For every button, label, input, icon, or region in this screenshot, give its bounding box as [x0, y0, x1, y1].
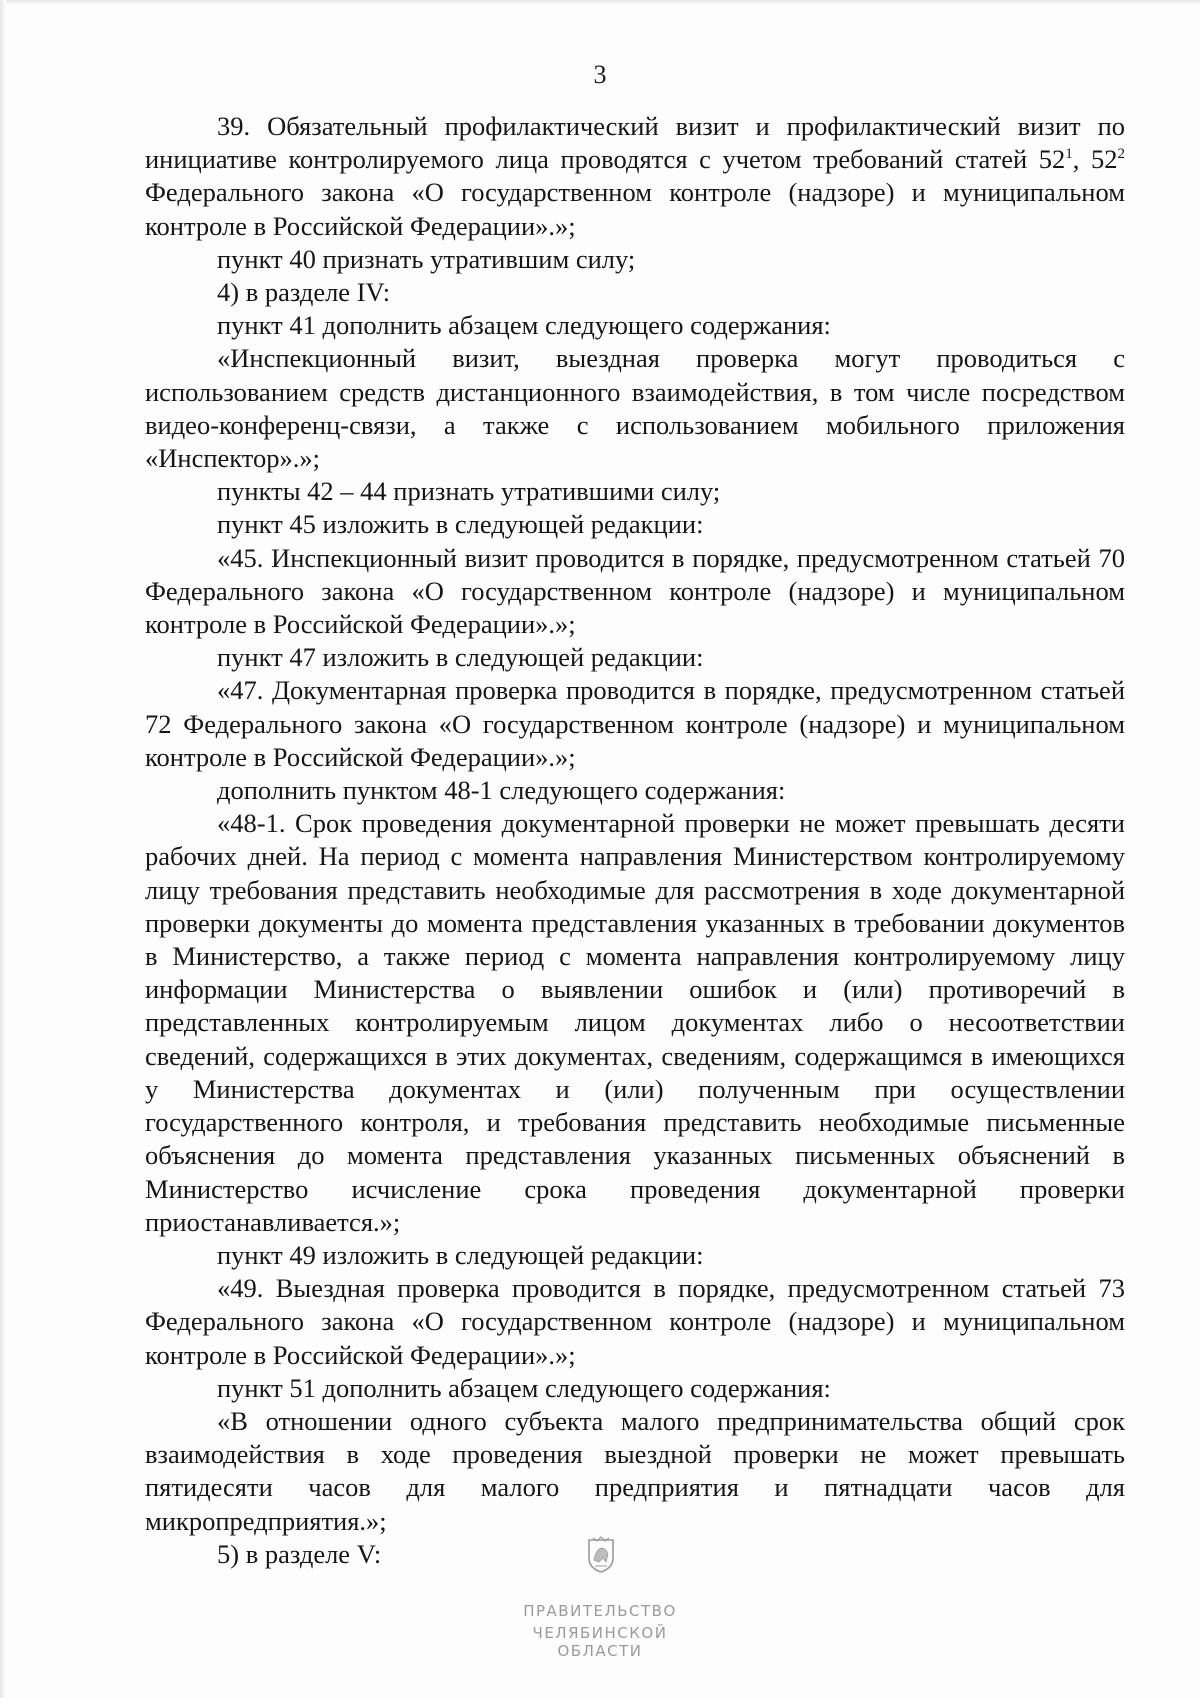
paragraph-item-49: пункт 49 изложить в следующей редакции: — [217, 1239, 704, 1270]
stamp-line-government: ПРАВИТЕЛЬСТВО — [523, 1602, 677, 1620]
section-heading-4: 4) в разделе IV: — [217, 277, 391, 308]
paragraph-item-49-text: «49. Выездная проверка проводится в порядке, предусмотренном статьей 73 Федерального закона «О государственном контроле (надзоре) и муниципальном контроле в Российской Федерации».»; — [145, 1273, 1125, 1370]
paragraph-item-48-1: дополнить пунктом 48-1 следующего содержания: — [217, 775, 786, 806]
paragraph-item-51: пункт 51 дополнить абзацем следующего содержания: — [217, 1372, 831, 1403]
paragraph-item-45: пункт 45 изложить в следующей редакции: — [217, 509, 704, 540]
paragraph-item-47: пункт 47 изложить в следующей редакции: — [217, 642, 704, 673]
paragraph-item-41-text: «Инспекционный визит, выездная проверка могут проводиться с использованием средств дистанционного взаимодействия, в том числе посредством видео-конференц-связи, а также с использованием мобильного приложения «Инспектор».»; — [145, 343, 1125, 474]
document-body — [145, 110, 1125, 1571]
government-stamp — [500, 1536, 700, 1660]
paragraph-item-40: пункт 40 признать утратившим силу; — [217, 243, 636, 274]
superscript: 1 — [1065, 146, 1073, 163]
paragraph-item-41: пункт 41 дополнить абзацем следующего содержания: — [217, 310, 831, 341]
superscript: 2 — [1117, 146, 1125, 163]
paragraph-item-45-text: «45. Инспекционный визит проводится в порядке, предусмотренном статьей 70 Федерального закона «О государственном контроле (надзоре) и муниципальном контроле в Российской Федерации».»; — [145, 542, 1125, 640]
paragraph-items-42-44: пункты 42 – 44 признать утратившими силу; — [217, 476, 721, 507]
stamp-line-region: ЧЕЛЯБИНСКОЙ ОБЛАСТИ — [532, 1624, 668, 1660]
paragraph-item-51-text: «В отношении одного субъекта малого предпринимательства общий срок взаимодействия в ходе проведения выездной проверки не может превышать пятидесяти часов для малого предприятия и пятнадцати часов для микропредприятия.»; — [145, 1405, 1125, 1536]
scan-left-edge — [0, 0, 6, 1698]
paragraph-item-48-1-text: «48-1. Срок проведения документарной проверки не может превышать десяти рабочих дней. На период с момента направления Министерством контролируемому лицу требования представить необходимые для рассмотрения в ходе документарной проверки документы до момента представления указанных в требовании документов в Министерство, а также период с момента направления контролируемому лицу информации Министерства о выявлении ошибок и (или) противоречий в представленных контролируемым лицом документах либо о несоответствии сведений, содержащихся в этих документах, сведениям, содержащимся в имеющихся у Министерства документах и (или) полученным при осуществлении государственного контроля, и требования представить необходимые письменные объяснения до момента представления указанных письменных объяснений в Министерство исчисление срока проведения документарной проверки приостанавливается.»; — [145, 808, 1125, 1237]
paragraph-39: 39. Обязательный профилактический визит и профилактический визит по инициативе контролируемого лица проводятся с учетом требований статей $52^1$, $52^2$ Федерального закона «О государственном контроле (надзоре) и муниципальном контроле в Российской Федерации».»; — [145, 111, 1125, 241]
section-heading-5: 5) в разделе V: — [217, 1538, 382, 1569]
scan-top-edge — [0, 0, 1200, 6]
paragraph-item-47-text: «47. Документарная проверка проводится в порядке, предусмотренном статьей 72 Федерального закона «О государственном контроле (надзоре) и муниципальном контроле в Российской Федерации».»; — [145, 675, 1125, 772]
page-number: 3 — [593, 60, 607, 89]
coat-of-arms-icon — [586, 1536, 616, 1574]
